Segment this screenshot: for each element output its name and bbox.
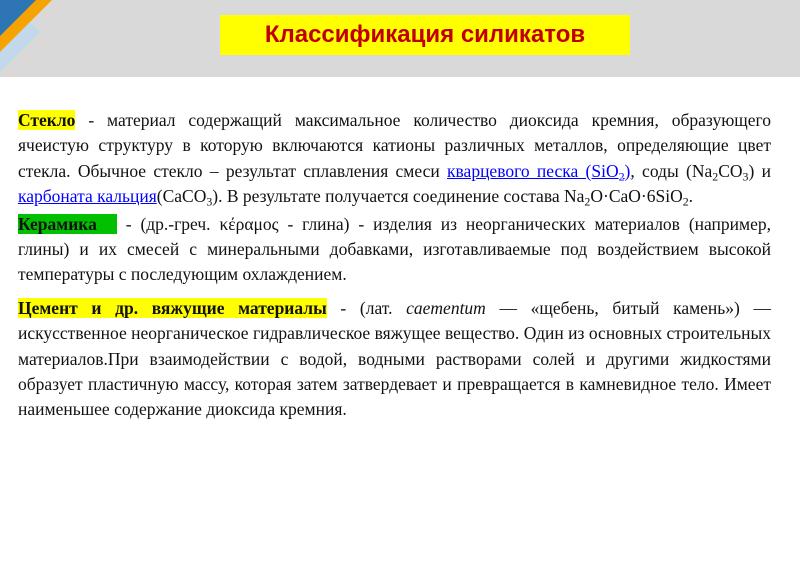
glass-text-3: CO: [718, 160, 743, 181]
cement-latin-word: caementum: [406, 297, 486, 318]
glass-text-4: ) и: [748, 160, 771, 181]
link-quartz-sand-end: ): [624, 160, 631, 181]
glass-text-1: - материал содержащий максимальное количество диоксида кремния, образующего ячеистую структуру в которую включаются катионы различных металлов, определяющие цвет стекла. Обычное стекло – результат сплавления смеси: [18, 110, 771, 181]
link-quartz-sand[interactable]: [447, 160, 631, 184]
glass-sub-3: 3: [206, 194, 213, 209]
paragraph-cement: [18, 296, 771, 423]
glass-sub-1: 2: [712, 169, 719, 184]
link-calcium-carbonate[interactable]: карбоната кальция: [18, 186, 157, 207]
glass-text-8: .: [688, 186, 694, 207]
glass-sub-2: 3: [742, 169, 749, 184]
corner-decoration-icon: [0, 0, 70, 77]
ceramics-text: - (др.-греч. κέραμος - глина) - изделия из неорганических материалов (например, глины) и их смесей с минеральными добавками, изготавливаемые под воздействием высокой температуры с последующим охлаждением.: [18, 213, 771, 285]
slide-title: Классификация силикатов: [264, 21, 586, 48]
glass-text-5: (CaCO: [156, 186, 207, 207]
link-quartz-sand-text: кварцевого песка (SiO: [447, 160, 619, 181]
glass-text-2: , соды (Na: [630, 160, 713, 181]
glass-sub-5: 2: [682, 194, 689, 209]
link-quartz-sand-sub: 2: [618, 169, 625, 184]
cement-text-2: — «щебень, битый камень») — искусственное неорганическое гидравлическое вяжущее вещество. Один из основных строительных материалов.При взаимодействии с водой, водными растворами солей и другими жидкостями образует пластичную массу, которая затем затвердевает и превращается в камневидное тело. Имеет наименьшее содержание диоксида кремния.: [18, 297, 772, 420]
cement-text-1: - (лат.: [326, 297, 407, 318]
term-cement: Цемент и др. вяжущие материалы: [18, 297, 327, 318]
term-glass: Стекло: [18, 110, 76, 130]
glass-sub-4: 2: [584, 194, 591, 209]
title-box: [220, 15, 630, 55]
paragraph-ceramics: [18, 212, 771, 288]
paragraph-glass: [18, 108, 771, 210]
glass-text-6: ). В результате получается соединение состава Na: [212, 186, 585, 207]
term-ceramics: Керамика: [18, 214, 117, 234]
glass-text-7: O·CaO·6SiO: [590, 186, 683, 207]
content-body: [18, 108, 771, 423]
